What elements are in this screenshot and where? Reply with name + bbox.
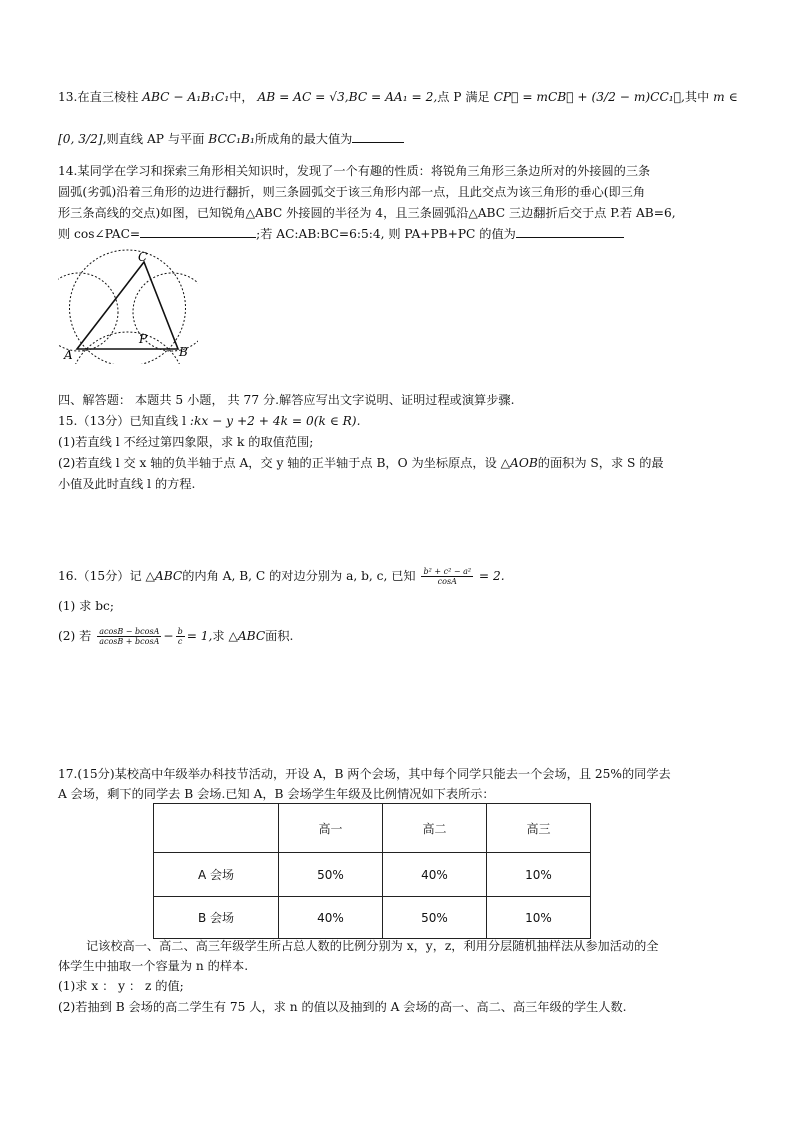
q13-lengths: AB = AC = √3,BC = AA₁ = 2, xyxy=(257,90,438,104)
q13-vector-expr: CP⃗ = mCB⃗ + (3/2 − m)CC₁⃗, xyxy=(493,90,685,104)
q16-part2 xyxy=(58,624,748,648)
folded-arc-ac xyxy=(58,273,118,351)
q13-text: 所成角的最大值为 xyxy=(254,132,353,146)
table-cell: 50% xyxy=(383,897,487,939)
q16-text: 面积. xyxy=(265,629,294,643)
q14-text: 则 cos∠PAC= xyxy=(58,227,141,241)
table-header-cell: 高二 xyxy=(383,804,487,853)
q13-answer-blank[interactable] xyxy=(352,130,404,143)
q15-equation: :kx − y +2 + 4k = 0(k ∈ R). xyxy=(189,414,361,428)
q17-part2: (2)若抽到 B 会场的高二学生有 75 人，求 n 的值以及抽到的 A 会场的高一、高二、高三年级的学生人数. xyxy=(58,1000,627,1014)
q15-part2 xyxy=(58,454,748,472)
table-header-cell: 高一 xyxy=(279,804,383,853)
q13-label: 13.在直三棱柱 xyxy=(58,90,143,104)
q14-text: ;若 AC:AB:BC=6:5:4, 则 PA+PB+PC 的值为 xyxy=(256,227,516,241)
q17-line1: 17.(15分)某校高中年级举办科技节活动，开设 A，B 两个会场，其中每个同学只能去一个会场，且 25%的同学去 xyxy=(58,767,671,781)
q14-line1: 14.某同学在学习和探索三角形相关知识时，发现了一个有趣的性质：将锐角三角形三条边所对的外接圆的三条 xyxy=(58,164,651,178)
q13-text: 其中 xyxy=(684,90,714,104)
q13-m-in: m ∈ xyxy=(713,90,738,104)
q13-text: 中， xyxy=(229,90,258,104)
q16-line1 xyxy=(58,565,748,587)
fraction-denominator: cosA xyxy=(437,577,457,586)
q17-line2: A 会场，剩下的同学去 B 会场.已知 A，B 会场学生年级及比例情况如下表所示： xyxy=(58,787,495,801)
table-cell: A 会场 xyxy=(154,853,279,897)
table-cell: 40% xyxy=(279,897,383,939)
q15-text: 的面积为 S，求 S 的最 xyxy=(537,456,664,470)
vertex-label-a: A xyxy=(64,348,73,362)
q13-interval: [0, 3/2], xyxy=(58,132,107,146)
table-cell: 10% xyxy=(487,853,591,897)
q16-eq-tail: = 2. xyxy=(475,569,505,583)
q14-answer-blank-2[interactable] xyxy=(516,225,624,238)
q16-label: 16.（15分）记 xyxy=(58,569,146,583)
q14-line3: 形三条高线的交点)如图，已知锐角△ABC 外接圆的半径为 4，且三条圆弧沿△ABC 三边翻折后交于点 P.若 AB=6, xyxy=(58,206,676,220)
q17-line3: 记该校高一、高二、高三年级学生所占总人数的比例分别为 x，y，z，利用分层随机抽样法从参加活动的全 xyxy=(86,939,659,953)
q16-fraction-3 xyxy=(176,627,185,646)
q16-eq-tail: = 1, xyxy=(186,629,213,643)
q13-text: 点 P 满足 xyxy=(437,90,494,104)
circumcircle xyxy=(70,250,186,364)
q13-text: 则直线 AP 与平面 xyxy=(106,132,209,146)
q13-prism: ABC − A₁B₁C₁ xyxy=(142,90,230,104)
fraction-numerator: acosB − bcosA xyxy=(99,627,160,636)
q15-line1 xyxy=(58,412,748,430)
fraction-numerator: b xyxy=(177,627,183,636)
q15-triangle: △AOB xyxy=(500,456,538,470)
table-cell: 50% xyxy=(279,853,383,897)
q15-part2-line2: 小值及此时直线 l 的方程. xyxy=(58,477,196,491)
q13-line1 xyxy=(58,88,748,106)
q16-text: (2) 若 xyxy=(58,629,96,643)
q16-text: 求 xyxy=(212,629,229,643)
table-row xyxy=(154,897,591,939)
q14-line4 xyxy=(58,225,748,243)
table-cell: 10% xyxy=(487,897,591,939)
q14-line2: 圆弧(劣弧)沿着三角形的边进行翻折，则三条圆弧交于该三角形内部一点，且此交点为该三角形的垂心(即三角 xyxy=(58,185,646,199)
q17-line4: 体学生中抽取一个容量为 n 的样本. xyxy=(58,959,249,973)
q14-answer-blank-1[interactable] xyxy=(140,225,256,238)
q14-triangle-figure xyxy=(58,248,198,364)
vertex-label-b: B xyxy=(179,345,188,359)
table-header-cell: 高三 xyxy=(487,804,591,853)
q15-part1: (1)若直线 l 不经过第四象限，求 k 的取值范围; xyxy=(58,435,314,449)
fraction-denominator: c xyxy=(177,637,183,646)
fraction-denominator: acosB + bcosA xyxy=(99,637,160,646)
venue-grade-table xyxy=(153,803,591,939)
table-header-cell xyxy=(154,804,279,853)
table-cell: B 会场 xyxy=(154,897,279,939)
section-header: 四、解答题： 本题共 5 小题， 共 77 分.解答应写出文字说明、证明过程或演算步骤. xyxy=(58,393,515,407)
table-cell: 40% xyxy=(383,853,487,897)
q13-line2 xyxy=(58,130,748,148)
q16-text: 的内角 A, B, C 的对边分别为 a, b, c, 已知 xyxy=(182,569,420,583)
q16-part1: (1) 求 bc; xyxy=(58,599,114,613)
minus-sign: − xyxy=(163,629,174,643)
table-row xyxy=(154,853,591,897)
fraction-numerator: b² + c² − a² xyxy=(423,567,472,576)
vertex-label-c: C xyxy=(138,250,148,264)
q15-text: (2)若直线 l 交 x 轴的负半轴于点 A，交 y 轴的正半轴于点 B，O 为坐标原点，设 xyxy=(58,456,501,470)
q16-triangle: △ABC xyxy=(145,569,183,583)
q16-triangle: △ABC xyxy=(228,629,266,643)
q16-fraction-1 xyxy=(421,567,473,586)
q17-part1: (1)求 x ： y ： z 的值; xyxy=(58,979,184,993)
point-label-p: P xyxy=(139,332,148,346)
table-header-row xyxy=(154,804,591,853)
q13-plane: BCC₁B₁ xyxy=(208,132,255,146)
q15-label: 15.（13分）已知直线 l xyxy=(58,414,190,428)
q16-fraction-2 xyxy=(97,627,161,646)
